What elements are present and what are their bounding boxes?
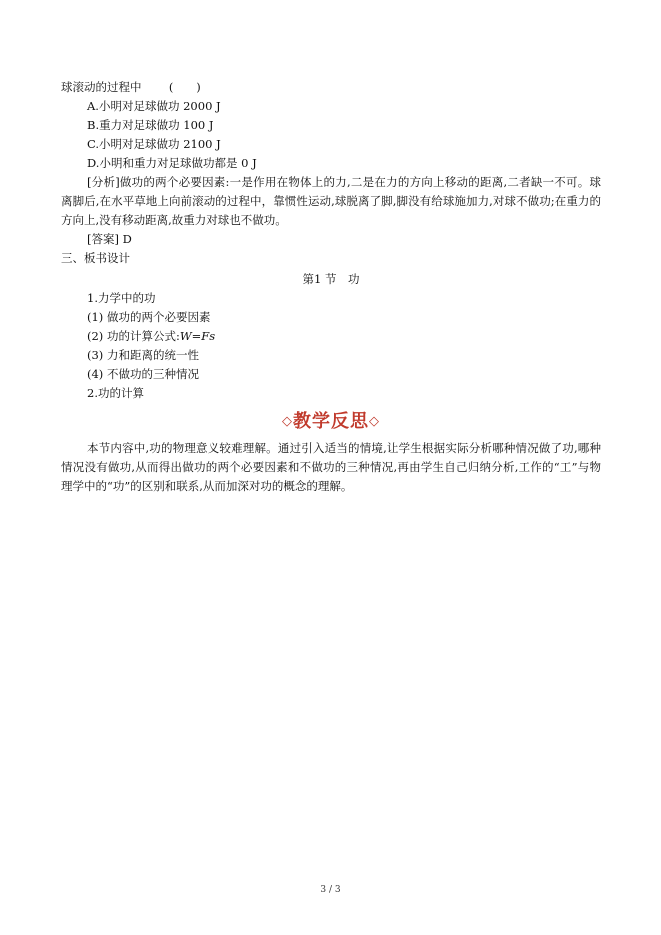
option-c: C.小明对足球做功 2100 J	[87, 137, 221, 151]
document-body	[61, 78, 601, 496]
option-b: B.重力对足球做功 100 J	[87, 118, 214, 132]
section-heading: 三、板书设计	[61, 251, 130, 265]
question-stem: 球滚动的过程中	[61, 80, 142, 94]
option-a: A.小明对足球做功 2000 J	[87, 99, 221, 113]
board-sub-3: (3) 力和距离的统一性	[87, 348, 199, 362]
board-item-1: 1.力学中的功	[87, 291, 156, 305]
board-title: 第1 节 功	[302, 272, 360, 286]
page-number: 3 / 3	[320, 885, 341, 895]
diamond-right-icon: ◇	[369, 414, 380, 429]
option-d: D.小明和重力对足球做功都是 0 J	[87, 156, 257, 170]
reflection-title-text: 教学反思	[293, 411, 369, 432]
work-formula: W=Fs	[179, 329, 216, 343]
answer-bracket: ( )	[168, 80, 201, 94]
board-item-2: 2.功的计算	[87, 386, 144, 400]
reflection-title	[61, 409, 601, 435]
analysis-paragraph: [分析]做功的两个必要因素:一是作用在物体上的力,二是在力的方向上移动的距离,二者缺一不可。球离脚后,在水平草地上向前滚动的过程中，靠惯性运动,球脱离了脚,脚没有给球施加力,对球不做功;在重力的方向上,没有移动距离,故重力对球也不做功。	[61, 175, 601, 227]
answer-line: [答案] D	[87, 232, 132, 246]
diamond-left-icon: ◇	[282, 414, 293, 429]
board-sub-1: (1) 做功的两个必要因素	[87, 310, 211, 324]
reflection-paragraph: 本节内容中,功的物理意义较难理解。通过引入适当的情境,让学生根据实际分析哪种情况做了功,哪种情况没有做功,从而得出做功的两个必要因素和不做功的三种情况,再由学生自己归纳分析,工作的“工”与物理学中的“功”的区别和联系,从而加深对功的概念的理解。	[61, 441, 601, 493]
question-stem-line	[61, 78, 601, 97]
board-sub-2	[61, 327, 601, 346]
board-sub-2-prefix: (2) 功的计算公式:	[87, 329, 180, 343]
board-sub-4: (4) 不做功的三种情况	[87, 367, 199, 381]
